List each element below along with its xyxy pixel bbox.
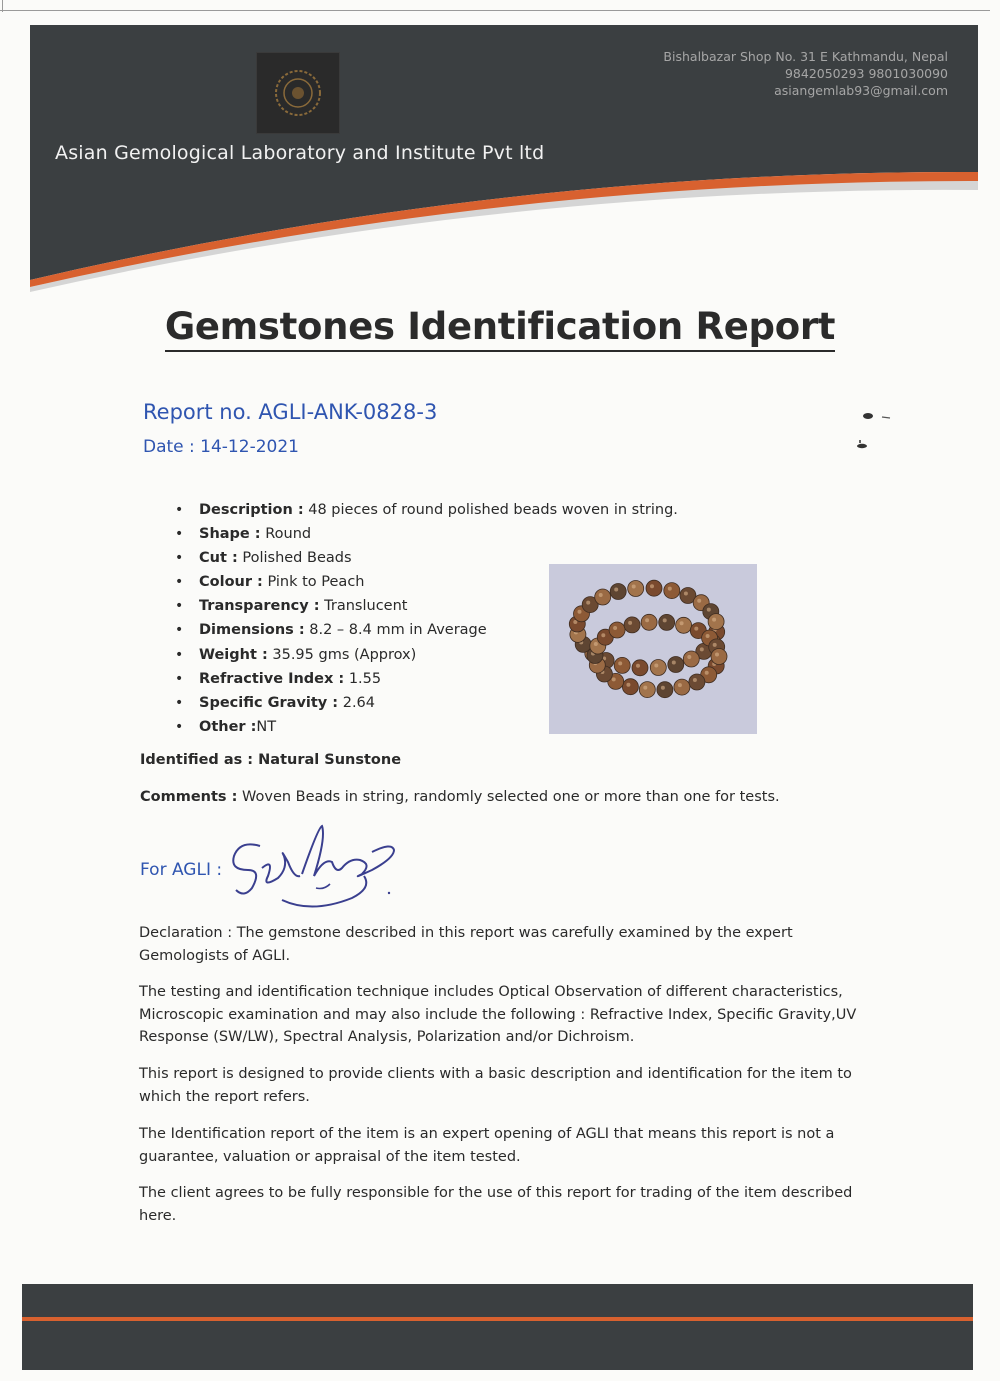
signature xyxy=(222,818,402,918)
bead xyxy=(659,614,675,630)
bead-bracelet-photo xyxy=(549,564,757,734)
property-item-colour: • Colour : Pink to Peach xyxy=(175,570,678,594)
bead xyxy=(708,614,724,630)
contact-block xyxy=(663,48,948,99)
bead-highlight xyxy=(618,661,622,665)
testing-paragraph: The testing and identification technique includes Optical Observation of different characteristics, Microscopic examination and may also include the following : Refractive Index, Specific Gravity,UV Response (SW/LW), Spectral Analysis, Polarization and/or Dichroism. xyxy=(139,984,857,1045)
bead-highlight xyxy=(684,592,688,596)
bead xyxy=(609,622,625,638)
opinion-paragraph: The Identification report of the item is an expert opening of AGLI that means this report is not a guarantee, valuation or appraisal of the item tested. xyxy=(139,1126,835,1165)
property-item-specific-gravity: • Specific Gravity : 2.64 xyxy=(175,691,678,715)
bead-highlight xyxy=(614,588,618,592)
comments xyxy=(140,789,780,805)
bead xyxy=(641,614,657,630)
purpose-paragraph: This report is designed to provide clients with a basic description and identification for the item to which the report refers. xyxy=(139,1066,852,1105)
bead xyxy=(639,682,655,698)
bead-highlight xyxy=(713,643,717,647)
property-item-refractive-index: • Refractive Index : 1.55 xyxy=(175,667,678,691)
bead xyxy=(646,580,662,596)
comments-label: Comments : xyxy=(140,789,238,805)
lab-name: Asian Gemological Laboratory and Institute Pvt ltd xyxy=(55,142,545,164)
bead-highlight xyxy=(697,599,701,603)
declaration-paragraph: Declaration : The gemstone described in this report was carefully examined by the expert Gemologists of AGLI. xyxy=(139,925,793,964)
bead xyxy=(614,657,630,673)
bead xyxy=(624,617,640,633)
property-item-transparency: • Transparency : Translucent xyxy=(175,594,678,618)
bead-highlight xyxy=(680,621,684,625)
identified-as: Identified as : Natural Sunstone xyxy=(140,752,402,768)
contact-email: asiangemlab93@gmail.com xyxy=(774,83,948,98)
bead xyxy=(683,651,699,667)
report-title-wrap xyxy=(0,305,1000,348)
bead-highlight xyxy=(700,647,704,651)
report-date: Date : 14-12-2021 xyxy=(143,437,299,457)
report-title: Gemstones Identification Report xyxy=(165,305,835,352)
bead-highlight xyxy=(687,655,691,659)
bead xyxy=(595,589,611,605)
bead xyxy=(711,649,727,665)
bead-highlight xyxy=(663,618,667,622)
bead-highlight xyxy=(715,653,719,657)
bead xyxy=(650,660,666,676)
bead xyxy=(668,657,684,673)
bead-highlight xyxy=(643,686,647,690)
contact-phone: 9842050293 9801030090 xyxy=(784,66,948,81)
footer-accent-stripe xyxy=(22,1317,973,1321)
property-item-other: • Other :NT xyxy=(175,715,678,739)
bead-highlight xyxy=(672,661,676,665)
bead-highlight xyxy=(601,633,605,637)
report-number: Report no. AGLI-ANK-0828-3 xyxy=(143,400,438,424)
footer-background xyxy=(22,1284,973,1370)
property-item-cut: • Cut : Polished Beads xyxy=(175,546,678,570)
bead-highlight xyxy=(668,587,672,591)
bead xyxy=(610,584,626,600)
bead xyxy=(622,679,638,695)
property-item-dimensions: • Dimensions : 8.2 – 8.4 mm in Average xyxy=(175,618,678,642)
bead-highlight xyxy=(594,642,598,646)
property-item-shape: • Shape : Round xyxy=(175,522,678,546)
bead-highlight xyxy=(586,601,590,605)
bead-highlight xyxy=(626,683,630,687)
property-item-description: • Description : 48 pieces of round polished beads woven in string. xyxy=(175,498,678,522)
client-responsibility-paragraph: The client agrees to be fully responsible for the use of this report for trading of the item described here. xyxy=(139,1185,853,1224)
bead-highlight xyxy=(650,584,654,588)
bead-highlight xyxy=(707,608,711,612)
signoff-label: For AGLI : xyxy=(140,860,223,880)
bead-highlight xyxy=(645,618,649,622)
bead-highlight xyxy=(705,671,709,675)
bead-highlight xyxy=(712,618,716,622)
bead-highlight xyxy=(706,634,710,638)
bead-highlight xyxy=(678,683,682,687)
bead xyxy=(689,674,705,690)
bead-highlight xyxy=(694,627,698,631)
bead xyxy=(632,660,648,676)
bead-highlight xyxy=(613,626,617,630)
bead xyxy=(676,617,692,633)
bead xyxy=(664,583,680,599)
bead-highlight xyxy=(693,678,697,682)
scan-specks xyxy=(850,405,900,455)
bead-highlight xyxy=(632,585,636,589)
bead-highlight xyxy=(578,610,582,614)
property-item-weight: • Weight : 35.95 gms (Approx) xyxy=(175,643,678,667)
comments-text: Woven Beads in string, randomly selected one or more than one for tests. xyxy=(237,789,780,805)
bead xyxy=(628,581,644,597)
contact-address: Bishalbazar Shop No. 31 E Kathmandu, Nepal xyxy=(663,49,948,64)
bead-highlight xyxy=(661,686,665,690)
footer-banner xyxy=(0,1280,1000,1375)
bead xyxy=(674,679,690,695)
bead xyxy=(657,682,673,698)
bead-highlight xyxy=(599,593,603,597)
bead-highlight xyxy=(654,664,658,668)
lab-emblem-icon xyxy=(256,52,340,134)
bead-highlight xyxy=(628,621,632,625)
bead-highlight xyxy=(612,677,616,681)
bead-highlight xyxy=(636,664,640,668)
